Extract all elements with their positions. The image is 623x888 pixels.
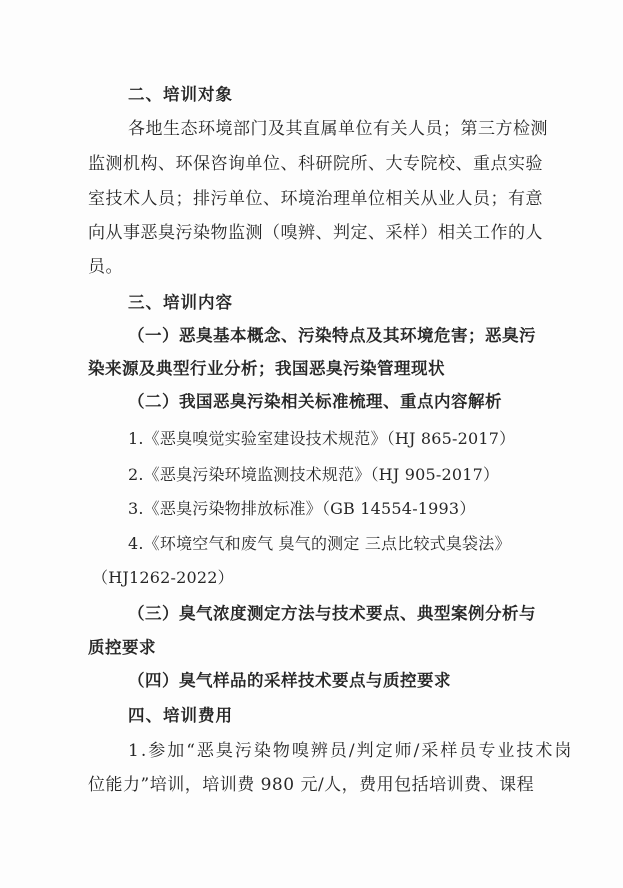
standard-item-cont: （HJ1262-2022） [92,568,234,587]
standard-item: 3.《恶臭污染物排放标准》（GB 14554-1993） [128,499,476,518]
section-heading-trainees: 二、培训对象 [128,85,233,104]
subheading-part-1-cont: 染来源及典型行业分析；我国恶臭污染管理现状 [88,359,445,378]
subheading-part-3-cont: 质控要求 [88,638,156,657]
standard-item: 2.《恶臭污染环境监测技术规范》（HJ 905-2017） [128,465,500,484]
standard-item: 1.《恶臭嗅觉实验室建设技术规范》（HJ 865-2017） [128,429,516,448]
paragraph-line: 室技术人员；排污单位、环境治理单位相关从业人员；有意 [88,189,543,209]
paragraph-line: 员。 [88,257,123,277]
subheading-part-3: （三）臭气浓度测定方法与技术要点、典型案例分析与 [128,604,536,623]
paragraph-line: 位能力”培训，培训费 980 元/人，费用包括培训费、课程 [88,775,535,795]
paragraph-line: 1.参加“恶臭污染物嗅辨员/判定师/采样员专业技术岗 [128,741,574,761]
paragraph-line: 监测机构、环保咨询单位、科研院所、大专院校、重点实验 [88,154,543,174]
paragraph-line: 各地生态环境部门及其直属单位有关人员；第三方检测 [128,119,548,139]
subheading-part-1: （一）恶臭基本概念、污染特点及其环境危害；恶臭污 [128,326,536,345]
subheading-part-2: （二）我国恶臭污染相关标准梳理、重点内容解析 [128,392,502,411]
paragraph-line: 向从事恶臭污染物监测（嗅辨、判定、采样）相关工作的人 [88,223,543,243]
standard-item: 4.《环境空气和废气 臭气的测定 三点比较式臭袋法》 [128,534,511,553]
section-heading-content: 三、培训内容 [128,293,233,312]
section-heading-fees: 四、培训费用 [128,706,233,725]
subheading-part-4: （四）臭气样品的采样技术要点与质控要求 [128,671,451,690]
